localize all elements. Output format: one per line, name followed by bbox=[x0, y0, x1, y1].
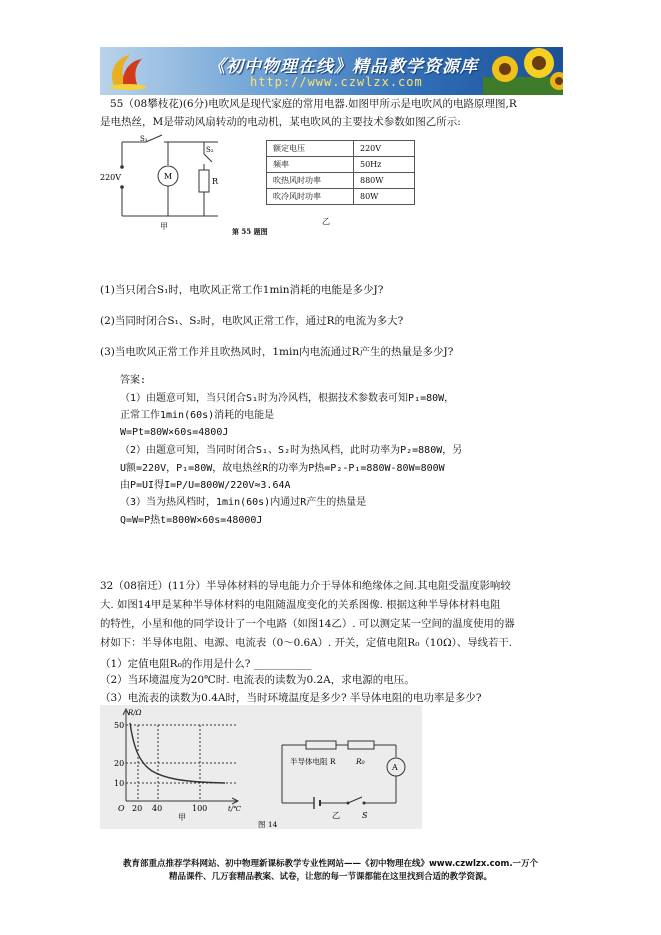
sunflower-decoration-icon bbox=[483, 47, 563, 95]
graph-xtick: 40 bbox=[152, 804, 163, 813]
answer-line: 答案: bbox=[120, 375, 147, 386]
graph-origin: O bbox=[118, 804, 125, 813]
graph-ytick: 10 bbox=[114, 779, 125, 788]
q32-line4: 材如下：半导体电阻、电源、电流表（0～0.6A）. 开关，定值电阻R₀（10Ω）、导线若干. bbox=[100, 637, 513, 649]
answer-line: （2）由题意可知，当同时闭合S₁、S₂时为热风档，此时功率为P₂=880W，另 bbox=[120, 445, 463, 456]
q32-line2: 大. 如图14甲是某种半导体材料的电阻随温度变化的关系图像. 根据这种半导体材料电阻 bbox=[100, 599, 501, 611]
table-cell-key: 额定电压 bbox=[267, 141, 354, 157]
table-row bbox=[267, 157, 415, 173]
graph-ytick: 20 bbox=[114, 759, 125, 768]
q55-table-caption: 乙 bbox=[322, 217, 330, 226]
table-row bbox=[267, 189, 415, 205]
q55-s1-label: S₁ bbox=[140, 135, 148, 143]
q55-s2-label: S₂ bbox=[206, 146, 214, 154]
site-logo-icon bbox=[106, 51, 150, 91]
answer-line: （1）由题意可知，当只闭合S₁时为冷风档，根据技术参数表可知P₁=80W， bbox=[120, 393, 455, 404]
graph-caption: 甲 bbox=[178, 813, 186, 822]
q55-intro-line1: 55（08攀枝花)(6分)电吹风是现代家庭的常用电器.如图甲所示是电吹风的电路原理图,R bbox=[110, 98, 517, 110]
q32-line1: 32（08宿迁）(11分）半导体材料的导电能力介于导体和绝缘体之间.其电阻受温度影响较 bbox=[100, 580, 511, 592]
q55-sub2: (2)当同时闭合S₁、S₂时，电吹风正常工作，通过R的电流为多大? bbox=[100, 315, 404, 327]
q32-line3: 的特性，小星和他的同学设计了一个电路（如图14乙）. 可以测定某一空间的温度使用的器 bbox=[100, 618, 515, 630]
banner-title: 《初中物理在线》精品教学资源库 bbox=[208, 57, 478, 77]
table-cell-value: 50Hz bbox=[354, 157, 415, 173]
q32-sub1: （1）定值电阻R₀的作用是什么? ___________ bbox=[100, 658, 312, 670]
q55-sub3: (3)当电吹风正常工作并且吹热风时，1min内电流通过R产生的热量是多少J? bbox=[100, 346, 454, 358]
graph-y-axis-label: R/Ω bbox=[128, 709, 142, 717]
q32-sub3: （3）电流表的读数为0.4A时，当时环境温度是多少? 半导体电阻的电功率是多少? bbox=[100, 692, 482, 704]
q55-circuit-caption: 甲 bbox=[160, 222, 168, 231]
figure-14-drawing bbox=[100, 705, 422, 829]
answer-line: 由P=UI得I=P/U=800W/220V≈3.64A bbox=[120, 480, 291, 491]
table-cell-key: 频率 bbox=[267, 157, 354, 173]
circuit-switch-label: S bbox=[362, 811, 368, 820]
table-cell-key: 吹冷风时功率 bbox=[267, 189, 354, 205]
table-cell-value: 80W bbox=[354, 189, 415, 205]
figure-14-caption: 图 14 bbox=[258, 820, 278, 829]
answer-line: Q=W=P热t=800W×60s=48000J bbox=[120, 515, 263, 526]
page-footer bbox=[78, 858, 583, 884]
q55-sub1: (1)当只闭合S₁时，电吹风正常工作1min消耗的电能是多少J? bbox=[100, 284, 384, 296]
q55-voltage-label: 220V bbox=[100, 173, 122, 182]
answer-line: 正常工作1min(60s)消耗的电能是 bbox=[120, 410, 275, 421]
answer-line: W=Pt=80W×60s=4800J bbox=[120, 427, 229, 438]
graph-xtick: 100 bbox=[192, 804, 208, 813]
answer-line: （3）当为热风档时，1min(60s)内通过R产生的热量是 bbox=[120, 497, 367, 508]
graph-x-axis-label: t/℃ bbox=[228, 805, 242, 813]
answer-line: U额=220V，P₁=80W，故电热丝R的功率为P热=P₂-P₁=880W-80W=800W bbox=[120, 463, 445, 474]
table-row bbox=[267, 173, 415, 189]
figure-14-panel bbox=[100, 705, 422, 829]
q55-spec-table bbox=[266, 140, 415, 205]
table-cell-value: 880W bbox=[354, 173, 415, 189]
graph-ytick: 50 bbox=[114, 721, 125, 730]
q55-intro-line2: 是电热丝，M是带动风扇转动的电动机，某电吹风的主要技术参数如图乙所示: bbox=[100, 116, 461, 128]
q55-circuit-diagram bbox=[100, 132, 240, 232]
table-cell-value: 220V bbox=[354, 141, 415, 157]
q55-figure-caption: 第 55 题图 bbox=[232, 227, 268, 236]
banner-url[interactable]: http://www.czwlzx.com bbox=[250, 75, 423, 89]
circuit-r0-label: R₀ bbox=[356, 757, 365, 766]
table-row bbox=[267, 141, 415, 157]
footer-line1: 教育部重点推荐学科网站、初中物理新课标教学专业性网站——《初中物理在线》www.czwlzx.com.一万个 bbox=[122, 859, 539, 869]
ammeter-icon: A bbox=[392, 763, 398, 772]
circuit-caption: 乙 bbox=[332, 811, 340, 820]
graph-xtick: 20 bbox=[132, 804, 143, 813]
q55-motor-label: M bbox=[164, 172, 173, 181]
header-banner bbox=[100, 47, 563, 95]
q55-resistor-label: R bbox=[212, 177, 219, 186]
footer-line2: 精品课件、几万套精品教案、试卷，让您的每一节课都能在这里找到合适的教学资源。 bbox=[168, 872, 492, 882]
q32-sub2: （2）当环境温度为20℃时. 电流表的读数为0.2A，求电源的电压。 bbox=[100, 674, 415, 686]
table-cell-key: 吹热风时功率 bbox=[267, 173, 354, 189]
circuit-semiconductor-label: 半导体电阻 R bbox=[290, 757, 336, 766]
